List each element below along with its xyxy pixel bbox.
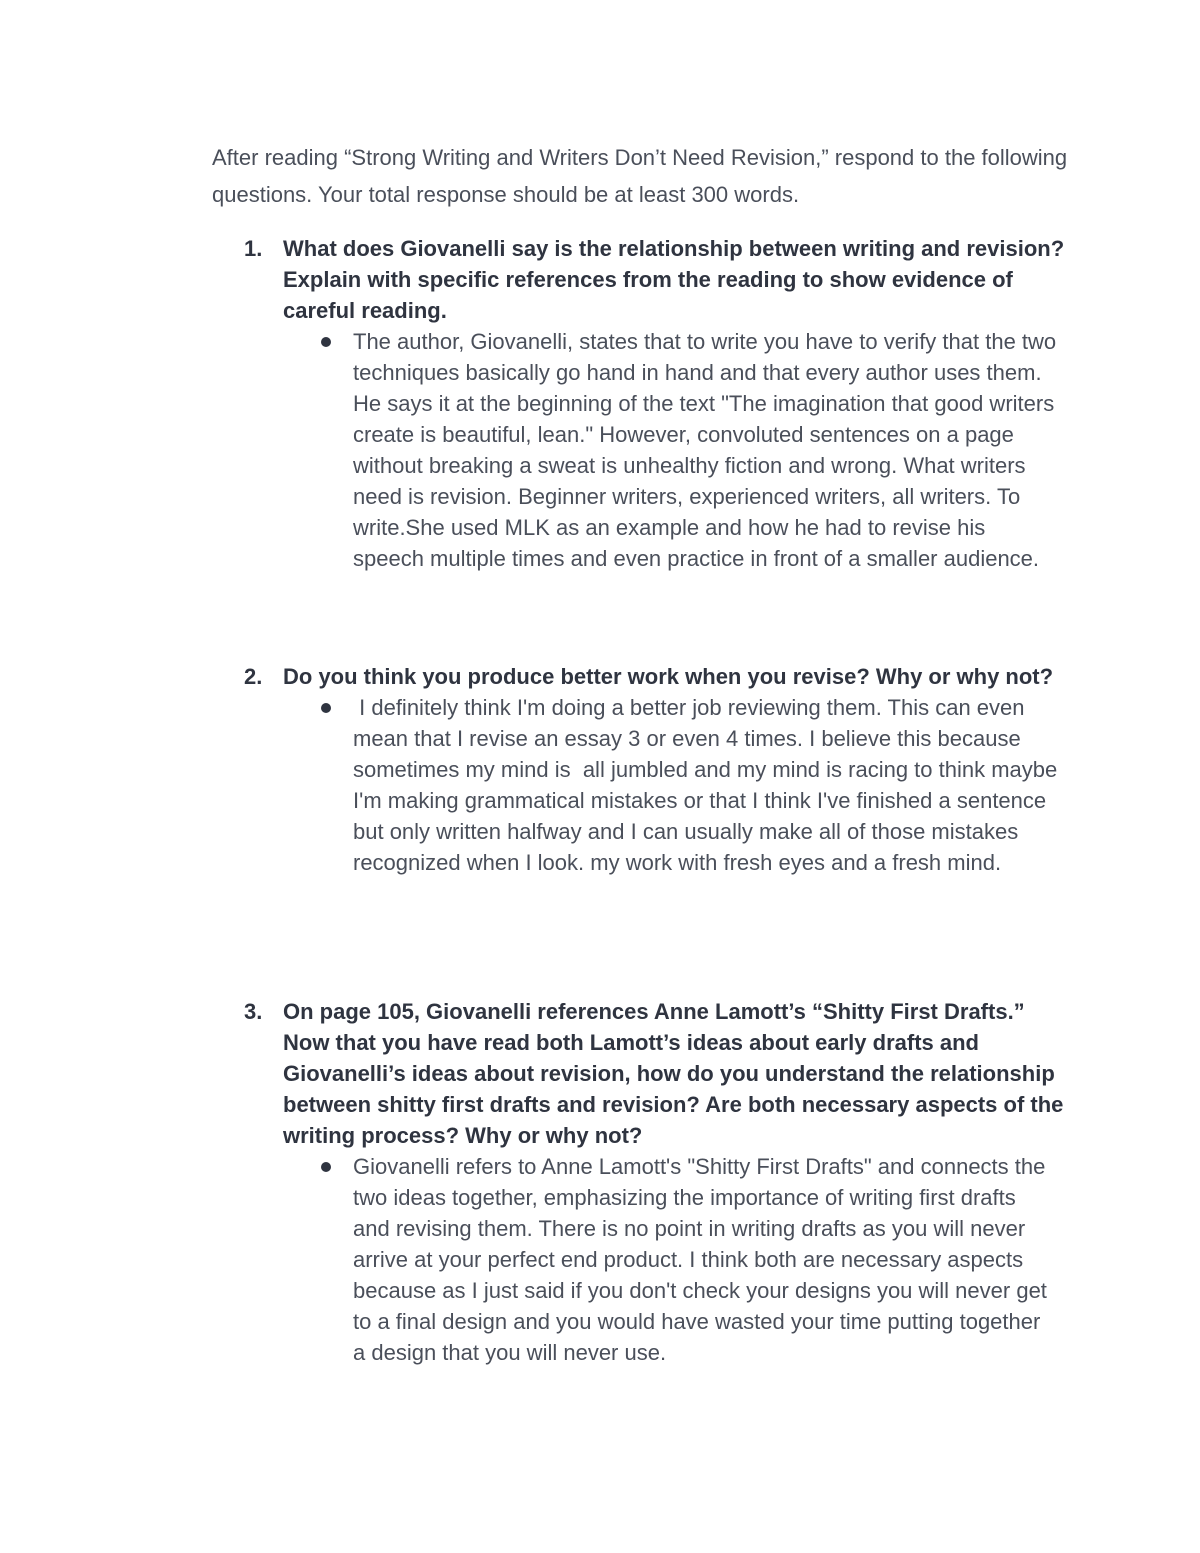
- intro-paragraph: After reading “Strong Writing and Writers Don’t Need Revision,” respond to the following questions. Your total response should be at least 300 words.: [212, 145, 1068, 207]
- answer-item: [353, 326, 1058, 574]
- bullet-icon: [321, 337, 331, 347]
- question-text: On page 105, Giovanelli references Anne Lamott’s “Shitty First Drafts.” Now that you have read both Lamott’s ideas about early drafts and Giovanelli’s ideas about revision, how do you understand the relationship between shitty first drafts and revision? Are both necessary aspects of the writing process? Why or why not?: [283, 999, 1064, 1148]
- answer-item: [353, 692, 1064, 878]
- question-text: Do you think you produce better work when you revise? Why or why not?: [283, 664, 1054, 689]
- question-2: [244, 661, 1074, 878]
- question-text: What does Giovanelli say is the relationship between writing and revision? Explain with specific references from the reading to show evidence of careful reading.: [283, 236, 1065, 323]
- question-number: 2.: [244, 664, 263, 689]
- answer-text: Giovanelli refers to Anne Lamott's "Shitty First Drafts" and connects the two ideas together, emphasizing the importance of writing first drafts and revising them. There is no point in writing drafts as you will never arrive at your perfect end product. I think both are necessary aspects because as I just said if you don't check your designs you will never get to a final design and you would have wasted your time putting together a design that you will never use.: [353, 1154, 1047, 1365]
- question-1: [244, 233, 1074, 574]
- question-3: [244, 996, 1074, 1368]
- bullet-icon: [321, 1162, 331, 1172]
- answer-item: [353, 1151, 1058, 1368]
- question-number: 3.: [244, 999, 263, 1024]
- answer-text: The author, Giovanelli, states that to write you have to verify that the two techniques basically go hand in hand and that every author uses them. He says it at the beginning of the text "The imagination that good writers create is beautiful, lean." However, convoluted sentences on a page without breaking a sweat is unhealthy fiction and wrong. What writers need is revision. Beginner writers, experienced writers, all writers. To write.She used MLK as an example and how he had to revise his speech multiple times and even practice in front of a smaller audience.: [353, 329, 1057, 571]
- bullet-icon: [321, 703, 331, 713]
- answer-text: I definitely think I'm doing a better job reviewing them. This can even mean that I revise an essay 3 or even 4 times. I believe this because sometimes my mind is all jumbled and my mind is racing to think maybe I'm making grammatical mistakes or that I think I've finished a sentence but only written halfway and I can usually make all of those mistakes recognized when I look. my work with fresh eyes and a fresh mind.: [353, 695, 1064, 875]
- question-number: 1.: [244, 236, 263, 261]
